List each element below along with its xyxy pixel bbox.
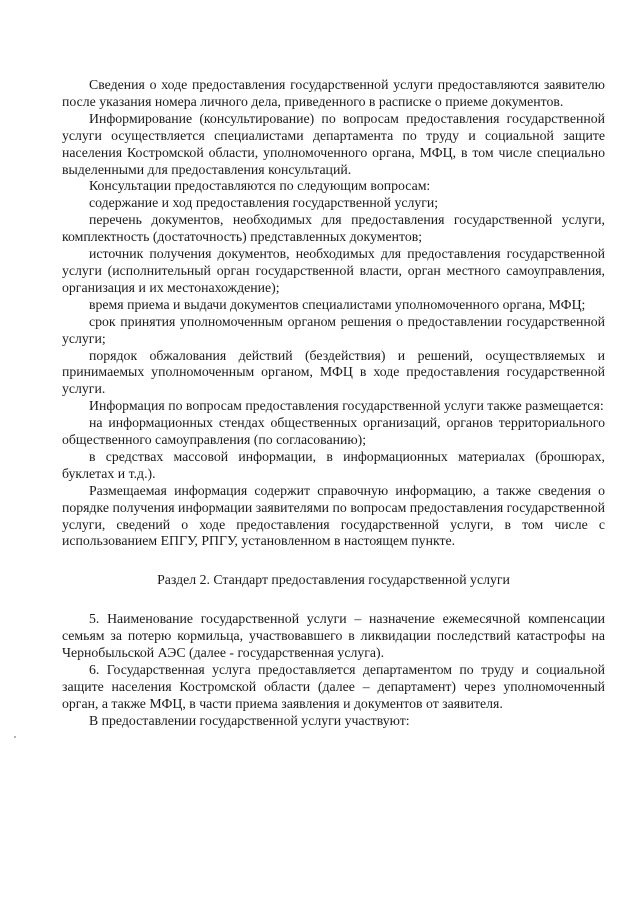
paragraph-item-6: 6. Государственная услуга предоставляется департаментом по труду и социальной защите населения Костромской области (далее – департамент) через уполномоченный орган, а также МФЦ, в части приема заявления и документов от заявителя. xyxy=(62,662,605,711)
paragraph-info-placed: Информация по вопросам предоставления государственной услуги также размещается: xyxy=(89,398,604,414)
spacer xyxy=(62,589,605,611)
paragraph-consulting: Информирование (консультирование) по вопросам предоставления государственной услуги осуществляется специалистами департамента по труду и социальной защите населения Костромской области, уполномоченного органа, МФЦ, в том числе специально выделенными для предоставления консультаций. xyxy=(62,110,605,177)
section-heading: Раздел 2. Стандарт предоставления государственной услуги xyxy=(157,572,510,588)
list-item-stands: на информационных стендах общественных организаций, органов территориального общественного самоуправления (по согласованию); xyxy=(62,415,605,448)
list-item-media: в средствах массовой информации, в информационных материалах (брошюрах, буклетах и т.д.). xyxy=(62,448,605,481)
document-page xyxy=(62,77,605,730)
paragraph-consult-topics: Консультации предоставляются по следующим вопросам: xyxy=(89,178,431,194)
paragraph-info-content: Размещаемая информация содержит справочную информацию, а также сведения о порядке получения информации заявителями по вопросам предоставления государственной услуги, сведений о ходе предоставления государственной услуги, в том числе с использованием ЕПГУ, РПГУ, установленном в настоящем пункте. xyxy=(62,482,605,549)
list-item-appeal: порядок обжалования действий (бездействия) и решений, осуществляемых и принимаемых уполномоченным органом, МФЦ в ходе предоставления государственной услуги. xyxy=(62,347,605,397)
list-item-sources: источник получения документов, необходимых для предоставления государственной услуги (исполнительный орган государственной власти, орган местного самоуправления, организация и их местонахождение); xyxy=(62,246,605,295)
paragraph-item-5: 5. Наименование государственной услуги – назначение ежемесячной компенсации семьям за потерю кормильца, участвовавшего в ликвидации последствий катастрофы на Чернобыльской АЭС (далее - государственная услуга). xyxy=(62,611,605,661)
list-item-deadline: срок принятия уполномоченным органом решения о предоставлении государственной услуги; xyxy=(62,313,605,346)
list-item-progress: содержание и ход предоставления государственной услуги; xyxy=(89,195,439,211)
list-item-documents: перечень документов, необходимых для предоставления государственной услуги, комплектность (достаточность) представленных документов; xyxy=(62,212,605,245)
scan-speck xyxy=(14,736,16,738)
paragraph-participants: В предоставлении государственной услуги участвуют: xyxy=(89,712,410,728)
paragraph-status-info: Сведения о ходе предоставления государственной услуги предоставляются заявителю после указания номера личного дела, приведенного в расписке о приеме документов. xyxy=(62,77,605,109)
list-item-hours: время приема и выдачи документов специалистами уполномоченного органа, МФЦ; xyxy=(89,296,586,312)
